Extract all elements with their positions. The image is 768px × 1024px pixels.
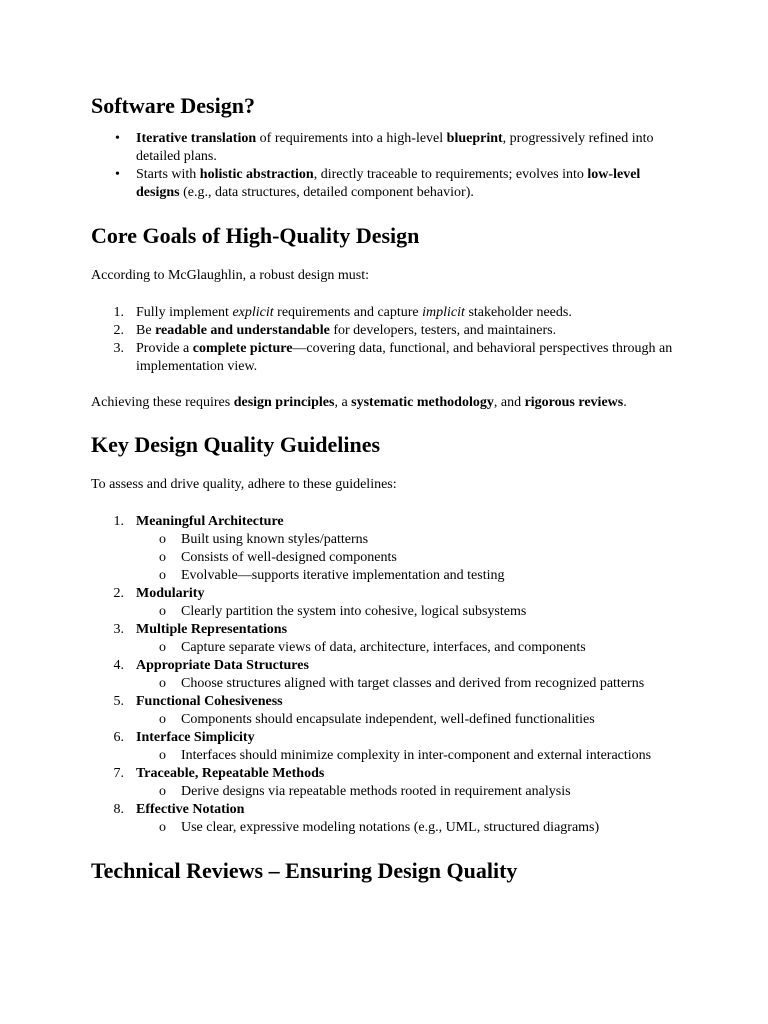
guideline-title: Interface Simplicity xyxy=(136,730,255,745)
guideline-item xyxy=(113,729,681,765)
guideline-title: Multiple Representations xyxy=(136,622,288,637)
guideline-item xyxy=(113,585,681,621)
guideline-subitem: o Choose structures aligned with target classes and derived from recognized patterns xyxy=(181,675,681,693)
guideline-number: 4. xyxy=(113,658,124,673)
guideline-item xyxy=(113,693,681,729)
guideline-subitem: o Built using known styles/patterns xyxy=(181,531,681,549)
list-item: 1. Fully implement explicit requirements and capture implicit stakeholder needs. xyxy=(113,305,572,320)
guideline-subitem: o Clearly partition the system into cohesive, logical subsystems xyxy=(181,603,681,621)
guideline-title: Meaningful Architecture xyxy=(136,514,284,529)
core-goals-intro: According to McGlaughlin, a robust design must: xyxy=(91,268,370,283)
guideline-number: 3. xyxy=(113,622,124,637)
guideline-title: Modularity xyxy=(136,586,205,601)
guideline-title: Traceable, Repeatable Methods xyxy=(136,766,325,781)
list-item: 3. Provide a complete picture—covering data, functional, and behavioral perspectives through an implementation view. xyxy=(113,341,673,374)
guideline-title: Functional Cohesiveness xyxy=(136,694,283,709)
guidelines-intro: To assess and drive quality, adhere to these guidelines: xyxy=(91,477,397,492)
guideline-item xyxy=(113,657,681,693)
guideline-subitem: o Capture separate views of data, architecture, interfaces, and components xyxy=(181,639,681,657)
guideline-subitem: o Evolvable—supports iterative implementation and testing xyxy=(181,567,681,585)
guideline-title: Effective Notation xyxy=(136,802,245,817)
heading-software-design: Software Design? xyxy=(91,93,255,118)
core-goals-list xyxy=(91,304,681,376)
guideline-subitem: o Consists of well-designed components xyxy=(181,549,681,567)
guideline-number: 1. xyxy=(113,514,124,529)
guidelines-list xyxy=(91,513,681,837)
list-item: 2. Be readable and understandable for developers, testers, and maintainers. xyxy=(113,323,557,338)
bullet-item: • Starts with holistic abstraction, directly traceable to requirements; evolves into low-level designs (e.g., data structures, detailed component behavior). xyxy=(136,166,681,202)
guideline-item xyxy=(113,513,681,585)
document-body xyxy=(91,92,681,885)
heading-technical-reviews: Technical Reviews – Ensuring Design Quality xyxy=(91,858,518,883)
guideline-sublist xyxy=(136,675,681,693)
guideline-number: 7. xyxy=(113,766,124,781)
guideline-sublist xyxy=(136,639,681,657)
guideline-subitem: o Components should encapsulate independent, well-defined functionalities xyxy=(181,711,681,729)
guideline-sublist xyxy=(136,819,681,837)
guideline-sublist xyxy=(136,603,681,621)
guideline-number: 2. xyxy=(113,586,124,601)
guideline-subitem: o Interfaces should minimize complexity in inter-component and external interactions xyxy=(181,747,681,765)
guideline-item xyxy=(113,621,681,657)
guideline-sublist xyxy=(136,711,681,729)
guideline-sublist xyxy=(136,783,681,801)
guideline-number: 5. xyxy=(113,694,124,709)
guideline-number: 8. xyxy=(113,802,124,817)
bullet-item: • Iterative translation of requirements into a high-level blueprint, progressively refined into detailed plans. xyxy=(136,130,681,166)
guideline-subitem: o Derive designs via repeatable methods rooted in requirement analysis xyxy=(181,783,681,801)
guideline-number: 6. xyxy=(113,730,124,745)
guideline-item xyxy=(113,801,681,837)
core-goals-outro: Achieving these requires design principles, a systematic methodology, and rigorous reviews. xyxy=(91,395,627,410)
guideline-sublist xyxy=(136,747,681,765)
guideline-item xyxy=(113,765,681,801)
software-design-bullets xyxy=(91,130,681,202)
heading-guidelines: Key Design Quality Guidelines xyxy=(91,432,381,457)
guideline-title: Appropriate Data Structures xyxy=(136,658,309,673)
guideline-sublist xyxy=(136,531,681,585)
heading-core-goals: Core Goals of High-Quality Design xyxy=(91,223,420,248)
guideline-subitem: o Use clear, expressive modeling notations (e.g., UML, structured diagrams) xyxy=(181,819,681,837)
